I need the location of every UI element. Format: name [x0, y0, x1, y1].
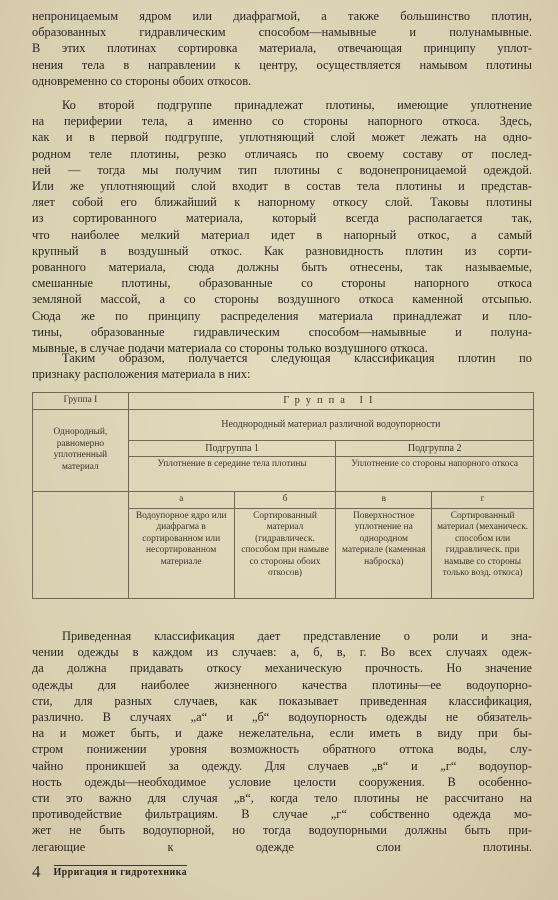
text-line: Или же уплотняющий слой входит в состав тела плотины и представ-: [32, 179, 532, 194]
text-line: ность одежды—необходимое условие целости сооружения. В особенно-: [32, 774, 532, 789]
page-number: 4: [32, 862, 41, 881]
text-line: нения тела в направлении к центру, осуществляется намывом плотины: [32, 57, 532, 72]
text-line: одежды для наиболее жизненного качества плотины—ее водоупорно-: [32, 677, 532, 692]
text-line: Ко второй подгруппе принадлежат плотины, имеющие уплотнение: [62, 98, 532, 112]
text-line: стром понижении уровня возможность обратного оттока воды, слу-: [32, 742, 532, 757]
text-line: признаку расположения материала в них:: [32, 367, 251, 382]
table-cell-a: Водоупорное ядро или диафрагма в сортированном или несортированном материале: [128, 508, 234, 599]
paragraph-3: [32, 350, 532, 382]
text-line: различно. В случаях „а“ и „б“ водоупорность одежды не обязатель-: [32, 710, 532, 725]
journal-name: Ирригация и гидротехника: [53, 867, 188, 878]
table-letter-a: а: [128, 492, 234, 509]
table-cell-upstream-compaction: Уплотнение со стороны напорного откоса: [336, 457, 534, 492]
table-cell-heterogeneous: Неоднородный материал различной водоупорности: [128, 409, 533, 440]
table-cell-g: Сортированный материал (механическ. способом или гидравлическ. при намыве со стороны только возд. откоса): [432, 508, 534, 599]
text-line: жет не быть водоупорной, но тогда водоупорными должны быть при-: [32, 823, 532, 838]
text-line: легающие к одежде слои плотины.: [32, 839, 532, 854]
table-subgroup-2: Подгруппа 2: [336, 440, 534, 457]
table-header-group-2: Группа II: [128, 393, 533, 410]
table-subgroup-1: Подгруппа 1: [128, 440, 336, 457]
text-line: чении одежды в каждом из случаев: а, б, в, г. Во всех случаях одеж-: [32, 645, 532, 660]
table-cell-homogeneous: Однородный, равномерно уплотненный материал: [33, 409, 129, 492]
text-line: сти это важно для случая „в“, когда тело плотины не рассчитано на: [32, 791, 532, 806]
text-line: на периферии тела, а именно со стороны напорного откоса. Здесь,: [32, 114, 532, 129]
text-line: на и может быть, и даже нежелательна, если иметь в виду при бы-: [32, 726, 532, 741]
text-line: рованного материала, сюда должны быть отнесены, так называемые,: [32, 260, 532, 275]
classification-table: [32, 392, 534, 599]
text-line: из сортированного материала, который всегда располагается так,: [32, 211, 532, 226]
text-line: крупный в воздушный откос. Как разновидность плотин из сорти-: [32, 243, 532, 258]
table-letter-v: в: [336, 492, 432, 509]
text-line: смешанные плотины, образованные со стороны напорного откоса: [32, 276, 532, 291]
text-line: как и в первой подгруппе, уплотняющий слой может лежать на одно-: [32, 130, 532, 145]
page-footer: [32, 862, 332, 882]
text-line: чайно проникшей за одежду. Для случаев „в“ и „г“ водоупор-: [32, 758, 532, 773]
paragraph-4: [32, 628, 532, 855]
paragraph-2: [32, 97, 532, 356]
text-line: Приведенная классификация дает представление о роли и зна-: [62, 629, 532, 643]
text-line: одновременно со стороны обоих откосов.: [32, 73, 252, 88]
table-cell-v: Поверхностное уплотнение на однородном материале (каменная наброска): [336, 508, 432, 599]
text-line: да должна придавать откосу механическую прочность. Но значение: [32, 661, 532, 676]
text-line: родном теле плотины, резко отличаясь по своему составу от послед-: [32, 146, 532, 161]
text-line: непроницаемым ядром или диафрагмой, а также большинство плотин,: [32, 9, 532, 23]
text-line: Сюда же по принципу распределения материала принадлежат и пло-: [32, 308, 532, 323]
text-line: что наиболее мелкий материал идет в напорный откос, а самый: [32, 227, 532, 242]
text-line: В этих плотинах сортировка материала, отвечающая принципу уплот-: [32, 41, 532, 56]
paragraph-1: [32, 8, 532, 89]
table-cell-b: Сортированный материал (гидравлическ. способом при намыве со стороны обоих откосов): [234, 508, 336, 599]
table-cell-empty: [33, 508, 129, 599]
text-line: ляет собой его ближайший к напорному откосу слой. Таковы плотины: [32, 195, 532, 210]
text-line: тины, образованные гидравлическим способом—намывные и полуна-: [32, 324, 532, 339]
table-header-group-1: Группа I: [33, 393, 129, 410]
text-line: сти, для разных случаев, как показывает приведенная классификация,: [32, 693, 532, 708]
table-cell-core-compaction: Уплотнение в середине тела плотины: [128, 457, 336, 492]
table-letter-g: г: [432, 492, 534, 509]
text-line: противодействие фильтрациям. В случае „г“ собственно одежда мо-: [32, 807, 532, 822]
text-line: мывные, в случае подачи материала со стороны только воздушного откоса.: [32, 341, 428, 356]
text-line: Таким образом, получается следующая классификация плотин по: [62, 351, 532, 365]
text-line: земляной массой, а со стороны воздушного откоса каменной отсыпью.: [32, 292, 532, 307]
table-letter-b: б: [234, 492, 336, 509]
text-line: образованных гидравлическим способом—намывные и полунамывные.: [32, 25, 532, 40]
text-line: ней — тогда мы получим тип плотины с водонепроницаемой одеждой.: [32, 162, 532, 177]
table-cell-empty: [33, 492, 129, 509]
